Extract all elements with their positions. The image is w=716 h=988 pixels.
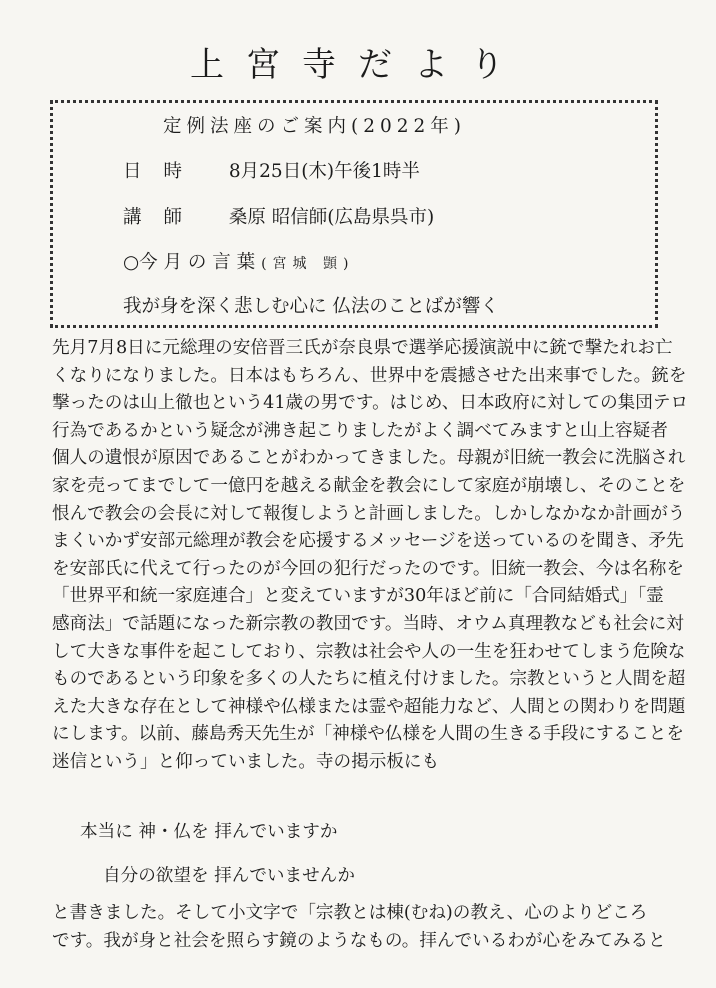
body-line: を安部氏に代えて行ったのが今回の犯行だったのです。旧統一教会、今は名称を (52, 558, 684, 579)
tail-line: と書きました。そして小文字で「宗教とは棟(むね)の教え、心のよりどころ (52, 903, 648, 923)
body-line: 家を売ってまでして一億円を越える献金を教会にして家庭が崩壊し、そのことを (52, 475, 686, 496)
words-source: (宮城 顗) (261, 256, 355, 272)
body-text (52, 335, 689, 777)
body-line: 恨んで教会の会長に対して報復しようと計画しました。しかしなかなか計画がう (52, 503, 686, 524)
body-line: 「世界平和統一家庭連合」と変えていますが30年ほど前に「合同結婚式」「霊 (52, 586, 664, 607)
words-row (123, 249, 354, 278)
body-line: して大きな事件を起こしており、宗教は社会や人の一生を狂わせてしまう危険な (52, 641, 686, 662)
notice-heading: 定例法座のご案内(2022年) (163, 116, 467, 137)
date-value: 8月25日(木)午後1時半 (228, 161, 420, 182)
body-line: 感商法」で話題になった新宗教の教団です。当時、オウム真理教なども社会に対 (52, 613, 684, 634)
quote-line-1: 本当に 神・仏を 拝んでいますか (80, 822, 338, 842)
date-label: 日時 (123, 161, 205, 182)
tail-text (52, 900, 672, 955)
newsletter-title: 上宮寺だより (190, 45, 526, 85)
monthly-phrase: 我が身を深く悲しむ心に 仏法のことばが響く (123, 296, 499, 317)
body-line: ものであるという印象を多くの人たちに植え付けました。宗教というと人間を超 (52, 669, 686, 690)
body-line: にします。以前、藤島秀天先生が「神様や仏様を人間の生きる手段にすることを (52, 724, 684, 745)
quote-line-2: 自分の欲望を 拝んでいませんか (103, 866, 355, 886)
lecturer-row (123, 204, 434, 232)
body-line: 先月7月8日に元総理の安倍晋三氏が奈良県で選挙応援演説中に銃で撃たれお亡 (52, 338, 673, 358)
words-label: ○今 月 の 言 葉 (123, 252, 256, 273)
lecturer-value: 桑原 昭信師(広島県呉市) (228, 207, 435, 228)
date-row (123, 158, 420, 186)
notice-box (50, 100, 658, 328)
lecturer-label: 講師 (123, 207, 205, 228)
tail-line: です。我が身と社会を照らす鏡のようなもの。拝んでいるわが心をみてみると (52, 930, 666, 951)
body-line: 行為であるかという疑念が沸き起こりましたがよく調べてみますと山上容疑者 (52, 420, 668, 441)
body-line: 迷信という」と仰っていました。寺の掲示板にも (52, 751, 440, 772)
body-line: まくいかず安部元総理が教会を応援するメッセージを送っているのを聞き、矛先 (52, 531, 684, 552)
body-line: くなりになりました。日本はもちろん、世界中を震撼させた出来事でした。銃を (52, 365, 687, 386)
body-line: 個人の遺恨が原因であることがわかってきました。母親が旧統一教会に洗脳され (52, 448, 686, 469)
body-line: えた大きな存在として神様や仏様または霊や超能力など、人間との関わりを問題 (52, 696, 686, 717)
body-line: 撃ったのは山上徹也という41歳の男です。はじめ、日本政府に対しての集団テロ (52, 393, 689, 414)
